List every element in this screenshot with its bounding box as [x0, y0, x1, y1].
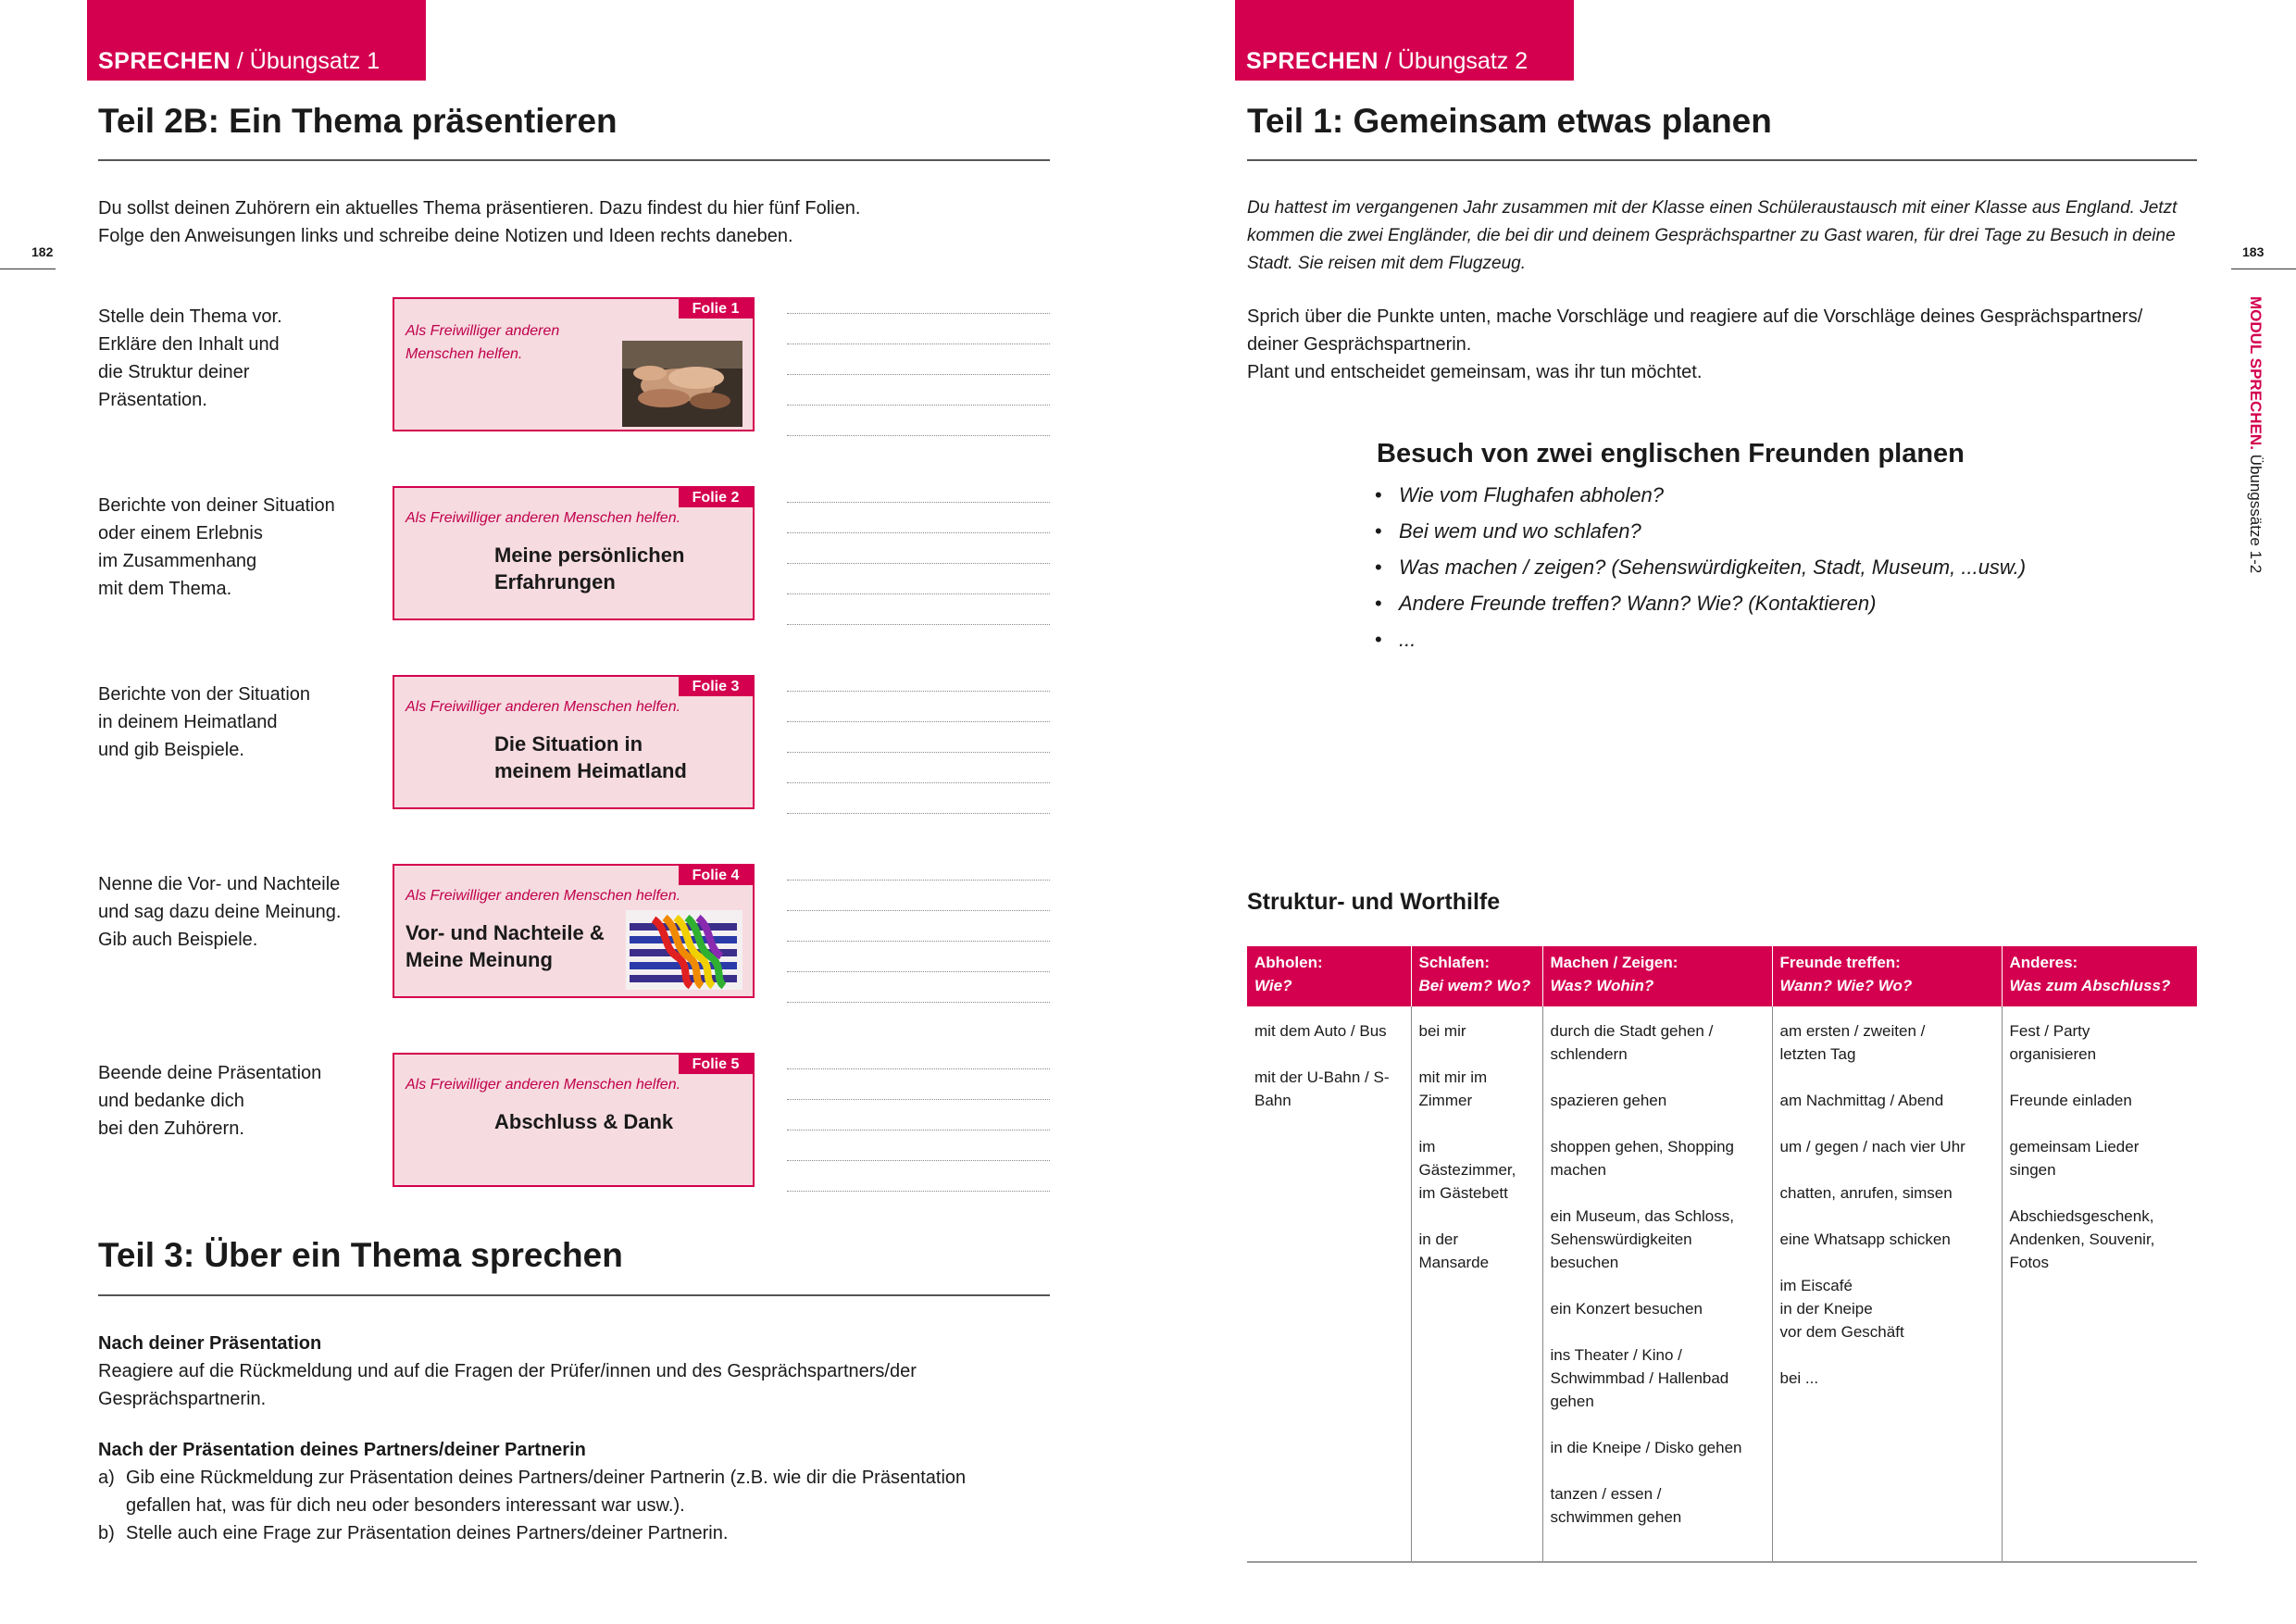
list-marker: b) — [98, 1523, 115, 1543]
page-number-left: 182 — [31, 244, 54, 259]
title-line: Die Situation in — [494, 732, 643, 756]
heading-teil-3: Teil 3: Über ein Thema sprechen — [98, 1236, 623, 1274]
cell-item: um / gegen / nach vier Uhr — [1779, 1138, 1965, 1156]
cell-item: Abschiedsgeschenk, Andenken, Souvenir, Fotos — [2009, 1207, 2155, 1271]
slide-subtitle — [406, 1073, 680, 1096]
slide-subtitle — [406, 884, 680, 907]
text-line: gefallen hat, was für dich neu oder besonders interessant war usw.). — [126, 1495, 685, 1516]
page-number-right: 183 — [2242, 244, 2265, 259]
table-cell — [2002, 1006, 2197, 1562]
cell-item: mit der U-Bahn / S-Bahn — [1254, 1068, 1390, 1109]
after-own-section — [98, 1330, 917, 1413]
cell-item: mit mir im Zimmer — [1418, 1068, 1488, 1109]
instruction-line: oder einem Erlebnis — [98, 523, 263, 543]
table-cell — [1542, 1006, 1772, 1562]
side-label-rest: Übungssätze 1-2 — [2247, 449, 2265, 574]
title-line: Erfahrungen — [494, 570, 616, 593]
task-line: Plant und entscheidet gemeinsam, was ihr tun möchtet. — [1247, 362, 1703, 382]
list-marker: a) — [98, 1468, 115, 1488]
cell-item: im Eiscafé in der Kneipe vor dem Geschäft — [1779, 1277, 1904, 1341]
heading-teil-1: Teil 1: Gemeinsam etwas planen — [1247, 102, 1772, 140]
section-subtitle: Nach der Präsentation deines Partners/deiner Partnerin — [98, 1440, 586, 1460]
plan-point: • ... — [1375, 626, 2026, 662]
subtitle-line: Als Freiwilliger anderen Menschen helfen. — [406, 510, 681, 526]
slide-label: Folie 1 — [679, 299, 753, 319]
subtitle-line: Menschen helfen. — [406, 346, 523, 362]
instruction-line: Gib auch Beispiele. — [98, 930, 258, 950]
scenario-line: kommen die zwei Engländer, die bei dir und deinem Gesprächspartner zu Gast waren, für drei Tage zu Besuch in deine — [1247, 226, 2176, 245]
task-text — [1247, 303, 2142, 386]
slide-title — [406, 919, 605, 973]
scenario-line: Stadt. Sie reisen mit dem Flugzeug. — [1247, 254, 1526, 273]
slide-subtitle — [406, 695, 680, 718]
cell-item: im Gästezimmer, im Gästebett — [1418, 1138, 1516, 1202]
tab-bold: SPRECHEN — [1246, 48, 1379, 74]
notes-lines[interactable] — [787, 1068, 1050, 1221]
cell-item: mit dem Auto / Bus — [1254, 1022, 1387, 1040]
heading-rule — [98, 159, 1050, 161]
instruction-line: Berichte von deiner Situation — [98, 495, 335, 516]
column-header: Anderes: Was zum Abschluss? — [2002, 946, 2197, 1006]
title-line: Abschluss & Dank — [494, 1110, 674, 1133]
cell-item: ins Theater / Kino / Schwimmbad / Hallenbad gehen — [1550, 1346, 1729, 1410]
heading-teil-2b: Teil 2B: Ein Thema präsentieren — [98, 102, 618, 140]
cell-item: bei ... — [1779, 1369, 1819, 1387]
slide-title — [494, 731, 687, 784]
list-item — [98, 1464, 966, 1519]
plan-point: • Andere Freunde treffen? Wann? Wie? (Kontaktieren) — [1375, 590, 2026, 626]
instruction-line: in deinem Heimatland — [98, 712, 278, 732]
column-header: Schlafen: Bei wem? Wo? — [1411, 946, 1542, 1006]
cell-item: durch die Stadt gehen / schlendern — [1550, 1022, 1714, 1063]
text-line: Gib eine Rückmeldung zur Präsentation deines Partners/deiner Partnerin (z.B. wie dir die Präsentation — [126, 1468, 967, 1488]
slide-card — [393, 864, 755, 998]
slide-card — [393, 675, 755, 809]
section-tab-left — [87, 0, 426, 81]
instruction-line: und gib Beispiele. — [98, 740, 244, 760]
instruction-line: und sag dazu deine Meinung. — [98, 902, 342, 922]
tab-rest: / Übungsatz 1 — [230, 48, 381, 74]
intro-text — [98, 194, 860, 250]
table-row — [1247, 1006, 2197, 1562]
section-tab-right — [1235, 0, 1574, 81]
cell-item: ein Konzert besuchen — [1550, 1300, 1703, 1318]
intro-line: Du sollst deinen Zuhörern ein aktuelles Thema präsentieren. Dazu findest du hier fünf Folien. — [98, 198, 861, 219]
cell-item: bei mir — [1418, 1022, 1466, 1040]
table-title: Struktur- und Worthilfe — [1247, 889, 1501, 915]
cell-item: tanzen / essen / schwimmen gehen — [1550, 1485, 1682, 1526]
subtitle-line: Als Freiwilliger anderen Menschen helfen. — [406, 699, 681, 715]
plan-title: Besuch von zwei englischen Freunden planen — [1377, 439, 1965, 468]
scenario-text — [1247, 194, 2177, 278]
plan-points — [1375, 481, 2026, 662]
slide-instruction — [98, 1059, 321, 1143]
notes-lines[interactable] — [787, 880, 1050, 1032]
hands-photo — [622, 341, 742, 427]
cell-item: eine Whatsapp schicken — [1779, 1230, 1951, 1248]
title-line: Meine persönlichen — [494, 543, 685, 567]
subtitle-line: Als Freiwilliger anderen Menschen helfen. — [406, 888, 681, 904]
instruction-line: Berichte von der Situation — [98, 684, 311, 705]
plan-point: • Bei wem und wo schlafen? — [1375, 518, 2026, 554]
section-subtitle: Nach deiner Präsentation — [98, 1333, 322, 1354]
title-line: meinem Heimatland — [494, 759, 687, 782]
slide-subtitle — [406, 319, 559, 366]
slide-instruction — [98, 303, 282, 414]
cell-item: shoppen gehen, Shopping machen — [1550, 1138, 1735, 1179]
notes-lines[interactable] — [787, 691, 1050, 843]
slide-label: Folie 5 — [679, 1055, 753, 1074]
table-header-row — [1247, 946, 2197, 1006]
instruction-line: Stelle dein Thema vor. — [98, 306, 282, 327]
slide-title — [494, 542, 684, 595]
after-partner-section — [98, 1436, 966, 1547]
slide-instruction — [98, 681, 310, 764]
task-line: deiner Gesprächspartnerin. — [1247, 334, 1472, 355]
column-header: Abholen: Wie? — [1247, 946, 1411, 1006]
table-cell — [1247, 1006, 1411, 1562]
slide-card — [393, 1053, 755, 1187]
slide-label: Folie 2 — [679, 488, 753, 507]
plan-point: • Wie vom Flughafen abholen? — [1375, 481, 2026, 518]
cell-item: am ersten / zweiten / letzten Tag — [1779, 1022, 1926, 1063]
slide-label: Folie 4 — [679, 866, 753, 885]
slide-label: Folie 3 — [679, 677, 753, 696]
side-label — [2246, 296, 2265, 573]
column-header: Machen / Zeigen: Was? Wohin? — [1542, 946, 1772, 1006]
subtitle-line: Als Freiwilliger anderen — [406, 323, 560, 339]
text-line: Reagiere auf die Rückmeldung und auf die Fragen der Prüfer/innen und des Gesprächspartners/der — [98, 1361, 917, 1381]
notes-lines[interactable] — [787, 313, 1050, 466]
instruction-line: Erkläre den Inhalt und — [98, 334, 280, 355]
text-line: Gesprächspartnerin. — [98, 1389, 267, 1409]
column-header: Freunde treffen: Wann? Wie? Wo? — [1772, 946, 2002, 1006]
intro-line: Folge den Anweisungen links und schreibe deine Notizen und Ideen rechts daneben. — [98, 226, 793, 246]
plan-point: • Was machen / zeigen? (Sehenswürdigkeiten, Stadt, Museum, ...usw.) — [1375, 554, 2026, 590]
list-item — [98, 1519, 966, 1547]
instruction-line: Beende deine Präsentation — [98, 1063, 322, 1083]
title-line: Meine Meinung — [406, 948, 553, 971]
slide-instruction — [98, 492, 335, 603]
instruction-line: Präsentation. — [98, 390, 207, 410]
slide-card — [393, 297, 755, 431]
text-line: Stelle auch eine Frage zur Präsentation deines Partners/deiner Partnerin. — [126, 1523, 729, 1543]
instruction-line: im Zusammenhang — [98, 551, 257, 571]
heading-rule — [98, 1294, 1050, 1296]
side-label-bold: MODUL SPRECHEN. — [2247, 296, 2265, 450]
task-line: Sprich über die Punkte unten, mache Vorschläge und reagiere auf die Vorschläge deines Gesprächspartners/ — [1247, 306, 2143, 327]
slide-title — [494, 1108, 673, 1135]
cell-item: ein Museum, das Schloss, Sehenswürdigkeiten besuchen — [1550, 1207, 1734, 1271]
cell-item: in der Mansarde — [1418, 1230, 1490, 1271]
rainbow-hands-image — [626, 910, 742, 990]
cell-item: am Nachmittag / Abend — [1779, 1092, 1944, 1109]
instruction-line: Nenne die Vor- und Nachteile — [98, 874, 341, 894]
heading-rule — [1247, 159, 2197, 161]
instruction-line: die Struktur deiner — [98, 362, 250, 382]
cell-item: Freunde einladen — [2009, 1092, 2132, 1109]
instruction-line: bei den Zuhörern. — [98, 1118, 244, 1139]
title-line: Vor- und Nachteile & — [406, 921, 605, 944]
cell-item: Fest / Party organisieren — [2009, 1022, 2097, 1063]
slide-card — [393, 486, 755, 620]
instruction-line: mit dem Thema. — [98, 579, 232, 599]
subtitle-line: Als Freiwilliger anderen Menschen helfen. — [406, 1077, 681, 1093]
structure-table — [1247, 946, 2197, 1563]
table-cell — [1772, 1006, 2002, 1562]
cell-item: gemeinsam Lieder singen — [2009, 1138, 2140, 1179]
notes-lines[interactable] — [787, 502, 1050, 655]
instruction-line: und bedanke dich — [98, 1091, 244, 1111]
tab-rest: / Übungsatz 2 — [1378, 48, 1529, 74]
slide-subtitle — [406, 506, 680, 530]
cell-item: chatten, anrufen, simsen — [1779, 1184, 1953, 1202]
table-cell — [1411, 1006, 1542, 1562]
cell-item: in die Kneipe / Disko gehen — [1550, 1439, 1742, 1456]
slide-instruction — [98, 870, 341, 954]
cell-item: spazieren gehen — [1550, 1092, 1667, 1109]
scenario-line: Du hattest im vergangenen Jahr zusammen mit der Klasse einen Schüleraustausch mit einer Klasse aus England. Jetzt — [1247, 198, 2177, 218]
tab-bold: SPRECHEN — [98, 48, 231, 74]
